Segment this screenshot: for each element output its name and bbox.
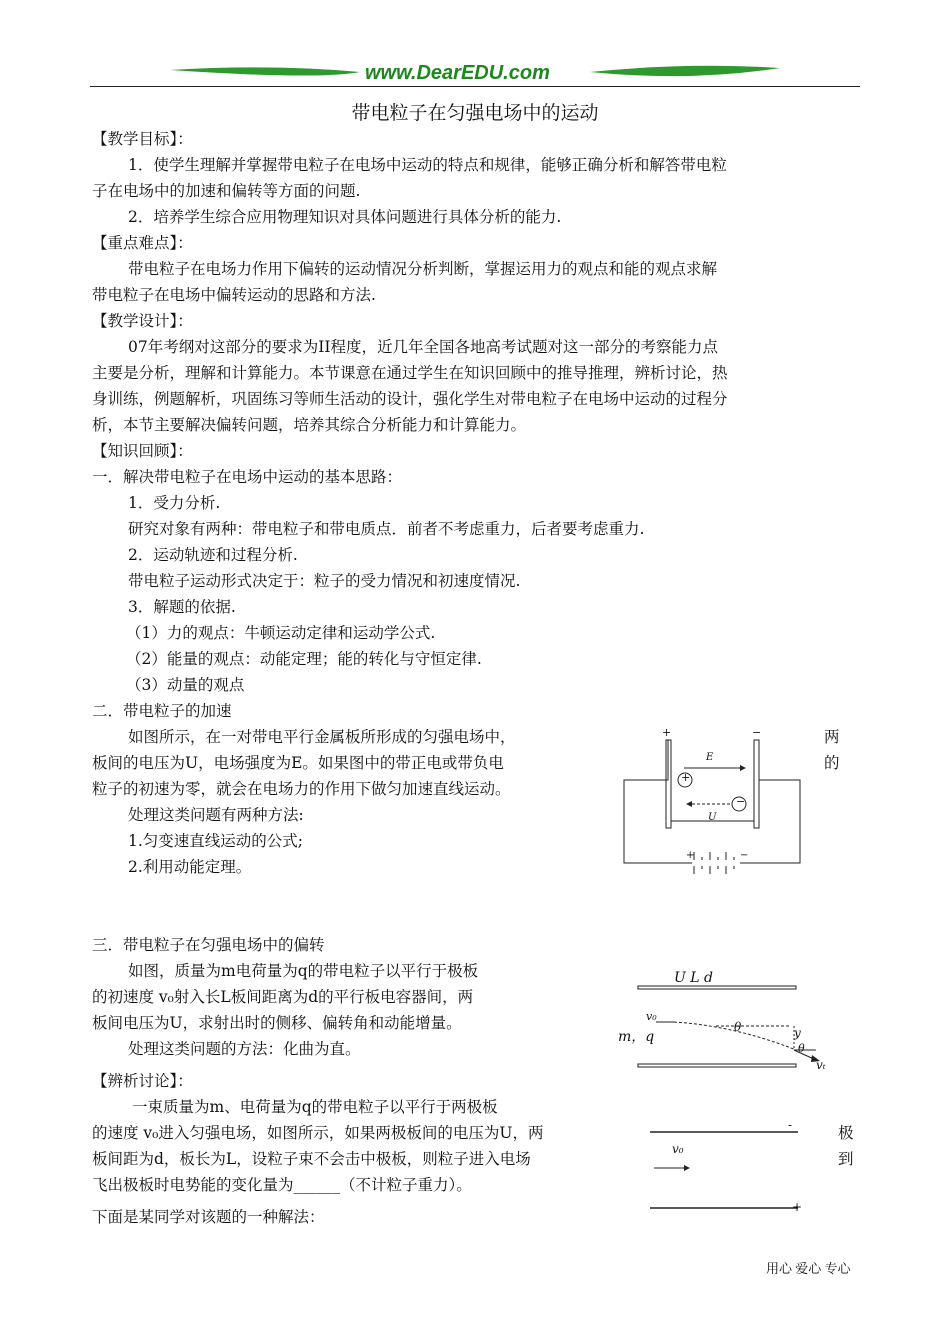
text-line: 3．解题的依据. <box>128 598 236 616</box>
side-char: 两 <box>824 728 840 746</box>
text-line: 一束质量为m、电荷量为q的带电粒子以平行于两极板 <box>132 1098 498 1116</box>
text-line: 1.匀变速直线运动的公式; <box>128 832 304 850</box>
positive-charge-label: + <box>681 771 691 784</box>
text-line: （3）动量的观点 <box>126 676 245 694</box>
header-rule <box>90 86 860 87</box>
text-line: （1）力的观点：牛顿运动定律和运动学公式. <box>126 624 436 642</box>
heading-review: 【知识回顾】： <box>92 442 193 460</box>
text-line: 2．培养学生综合应用物理知识对具体问题进行具体分析的能力. <box>128 208 562 226</box>
top-plate-label: U L d <box>674 970 713 986</box>
field-E-label: E <box>706 752 714 763</box>
plate-minus-label: − <box>752 726 762 739</box>
text-line: 身训练，例题解析，巩固练习等师生活动的设计，强化学生对带电粒子在电场中运动的过程分 <box>92 390 728 408</box>
plus-plate-label: + <box>792 1200 803 1214</box>
text-line: 析，本节主要解决偏转问题，培养其综合分析能力和计算能力。 <box>92 416 527 434</box>
text-line: 2．运动轨迹和过程分析. <box>128 546 298 564</box>
text-line: 带电粒子运动形式决定于：粒子的受力情况和初速度情况. <box>128 572 521 590</box>
site-logo-text: www.DearEDU.com <box>365 62 550 84</box>
side-char: 极 <box>838 1124 854 1142</box>
text-line: 一．解决带电粒子在电场中运动的基本思路： <box>92 468 403 486</box>
figure-discussion <box>648 1118 808 1218</box>
heading-objectives: 【教学目标】： <box>92 130 193 148</box>
section-deflection: 三．带电粒子在匀强电场中的偏转 <box>92 936 325 954</box>
theta-label: θ <box>734 1020 742 1034</box>
vt-label: vₜ <box>816 1058 826 1072</box>
text-line: 板间距为d，板长为L，设粒子束不会击中极板，则粒子进入电场 <box>92 1150 531 1168</box>
text-line: 板间电压为U，求射出时的侧移、偏转角和动能增量。 <box>92 1014 462 1032</box>
text-line: 板间的电压为U，电场强度为E。如果图中的带正电或带负电 <box>92 754 504 772</box>
footer-slogan: 用心 爱心 专心 <box>766 1261 851 1276</box>
text-line: 处理这类问题的方法：化曲为直。 <box>128 1040 361 1058</box>
text-line: 带电粒子在电场力作用下偏转的运动情况分析判断，掌握运用力的观点和能的观点求解 <box>128 260 718 278</box>
heading-design: 【教学设计】： <box>92 312 193 330</box>
text-line: 的初速度 v₀射入长L板间距离为d的平行板电容器间，两 <box>92 988 474 1006</box>
side-char: 到 <box>838 1150 854 1168</box>
theta2-label: θ <box>798 1042 805 1055</box>
text-line: 2.利用动能定理。 <box>128 858 252 876</box>
v0-beam-label: v₀ <box>672 1142 684 1156</box>
acceleration-diagram <box>622 728 812 878</box>
text-line: 的速度 v₀进入匀强电场，如图所示，如果两极板间的电压为U，两 <box>92 1124 544 1142</box>
section-acceleration: 二．带电粒子的加速 <box>92 702 232 720</box>
mass-charge-label: m，q <box>618 1029 655 1045</box>
heading-discussion: 【辨析讨论】： <box>92 1072 193 1090</box>
battery-plus-label: + <box>686 850 695 861</box>
text-line: 子在电场中的加速和偏转等方面的问题. <box>92 182 361 200</box>
text-line: 如图，质量为m电荷量为q的带电粒子以平行于极板 <box>128 962 479 980</box>
negative-charge-label: − <box>736 795 746 808</box>
text-line: 研究对象有两种：带电粒子和带电质点．前者不考虑重力，后者要考虑重力. <box>128 520 645 538</box>
minus-plate-label: - <box>788 1118 793 1132</box>
text-line: 1．受力分析. <box>128 494 221 512</box>
voltage-U-label: U <box>708 812 717 823</box>
discussion-diagram <box>648 1118 808 1218</box>
text-line: （2）能量的观点：动能定理；能的转化与守恒定律. <box>126 650 482 668</box>
heading-key-points: 【重点难点】： <box>92 234 193 252</box>
figure-deflection <box>616 968 836 1076</box>
text-line: 飞出极板时电势能的变化量为______（不计粒子重力）。 <box>92 1176 472 1194</box>
v0-label: v₀ <box>646 1010 657 1023</box>
text-line: 如图所示，在一对带电平行金属板所形成的匀强电场中， <box>128 728 516 746</box>
text-line: 07年考纲对这部分的要求为II程度，近几年全国各地高考试题对这一部分的考察能力点 <box>128 338 718 356</box>
side-char: 的 <box>824 754 840 772</box>
figure-acceleration <box>622 728 812 878</box>
text-line: 1．使学生理解并掌握带电粒子在电场中运动的特点和规律，能够正确分析和解答带电粒 <box>128 156 727 174</box>
battery-minus-label: − <box>740 850 749 861</box>
text-line: 粒子的初速为零，就会在电场力的作用下做匀加速直线运动。 <box>92 780 511 798</box>
text-line: 下面是某同学对该题的一种解法： <box>92 1208 325 1226</box>
page-title: 带电粒子在匀强电场中的运动 <box>351 102 599 124</box>
text-line: 主要是分析，理解和计算能力。本节课意在通过学生在知识回顾中的推导推理，辨析讨论，热 <box>92 364 728 382</box>
text-line: 带电粒子在电场中偏转运动的思路和方法. <box>92 286 376 304</box>
y-label: y <box>794 1026 801 1040</box>
text-line: 处理这类问题有两种方法: <box>128 806 304 824</box>
plate-plus-label: + <box>662 726 672 739</box>
